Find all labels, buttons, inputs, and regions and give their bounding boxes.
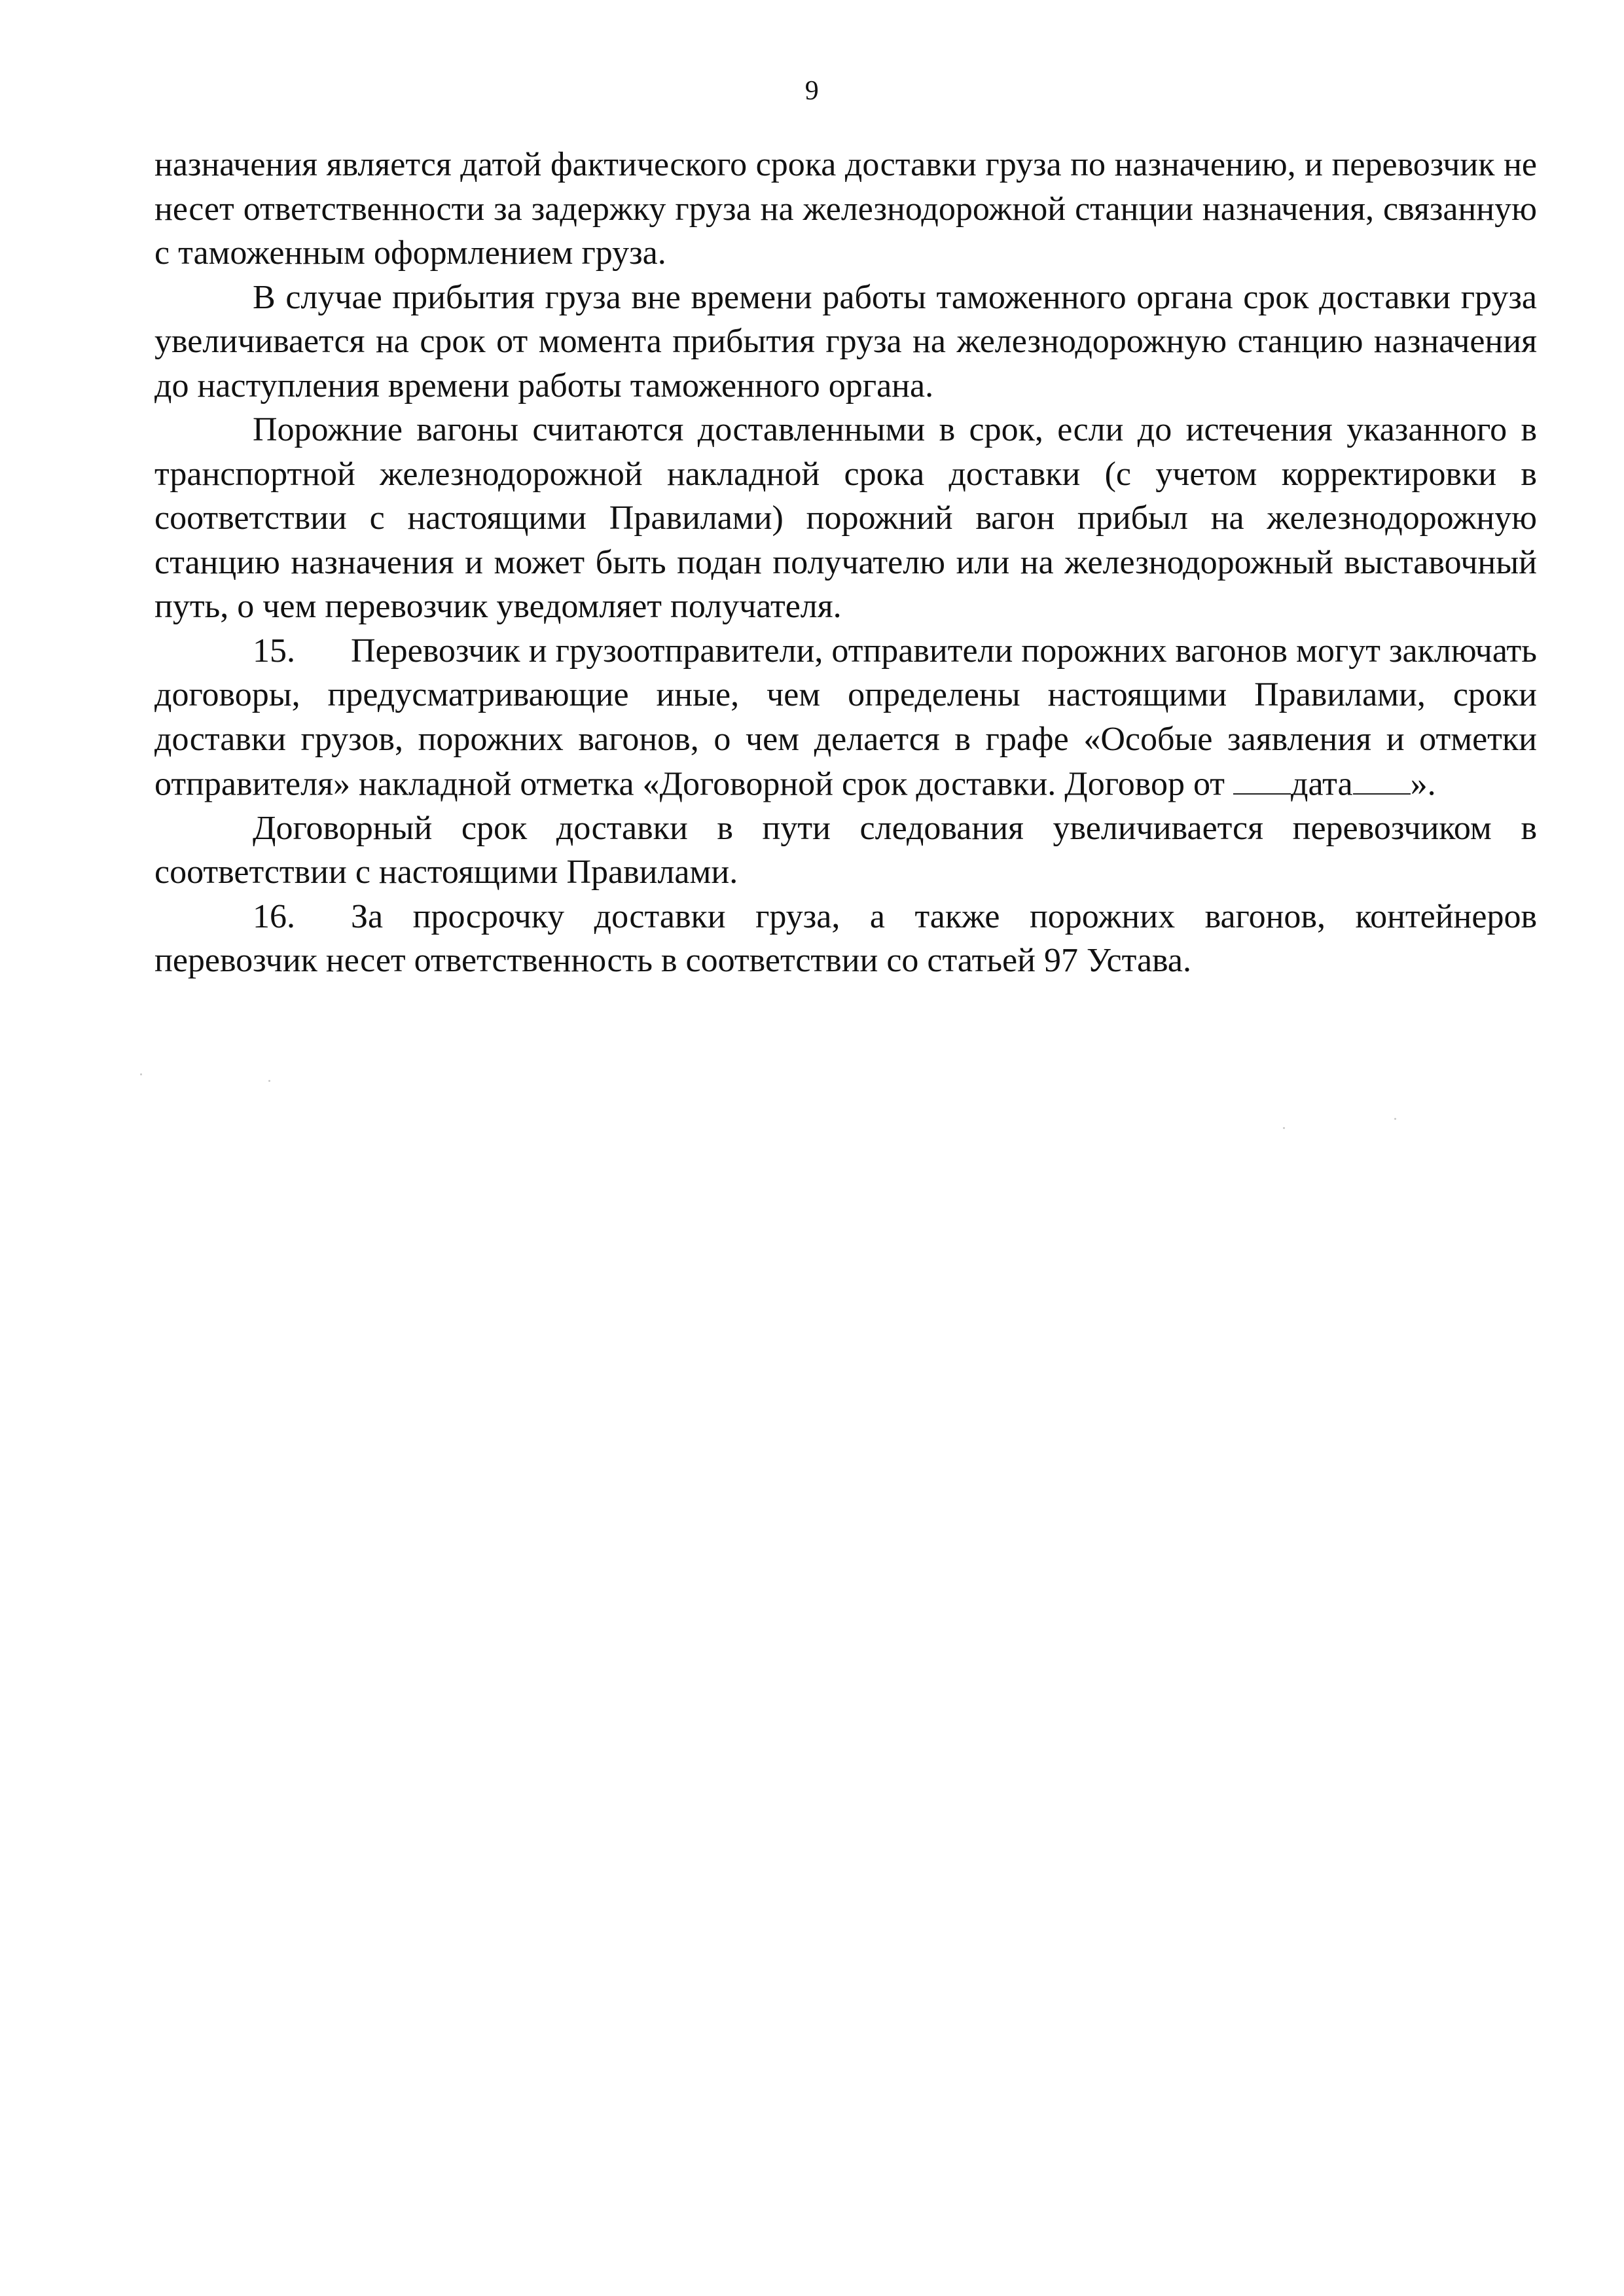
paragraph-16 [154,895,1537,983]
paragraph-customs-delay: В случае прибытия груза вне времени работы таможенного органа срок доставки груза увеличивается на срок от момента прибытия груза на железнодорожную станцию назначения до наступления времени работы таможенного органа. [154,278,1537,404]
date-word: дата [1290,765,1353,803]
paragraph-15-text: Перевозчик и грузоотправители, отправители порожних вагонов могут заключать договоры, предусматривающие иные, чем определены настоящими Правилами, сроки доставки грузов, порожних вагонов, о чем делается в графе «Особые заявления и отметки отправителя» накладной отметка «Договорной срок доставки. Договор от [154,632,1537,803]
paragraph-15-ending: ». [1410,765,1436,803]
paragraph-contract-term: Договорный срок доставки в пути следования увеличивается перевозчиком в соответствии с настоящими Правилами. [154,809,1537,891]
paragraph-continuation: назначения является датой фактического срока доставки груза по назначению, и перевозчик не несет ответственности за задержку груза на железнодорожной станции назначения, связанную с таможенным оформлением груза. [154,146,1537,272]
document-body [154,143,1537,983]
paragraph-number-15: 15. [253,632,295,670]
date-blank-right [1353,761,1411,795]
scan-speck [1283,1127,1285,1129]
paragraph-number-16: 16. [253,897,295,935]
scan-speck [1394,1118,1396,1120]
paragraph-empty-wagons: Порожние вагоны считаются доставленными в срок, если до истечения указанного в транспортной железнодорожной накладной срока доставки (с учетом корректировки в соответствии с настоящими Правилами) порожний вагон прибыл на железнодорожную станцию назначения и может быть подан получателю или на железнодорожный выставочный путь, о чем перевозчик уведомляет получателя. [154,411,1537,625]
page-number: 9 [804,76,820,106]
scan-speck [140,1073,142,1075]
paragraph-15 [154,629,1537,806]
scan-speck [268,1080,270,1082]
paragraph-16-text: За просрочку доставки груза, а также порожних вагонов, контейнеров перевозчик несет ответственность в соответствии со статьей 97 Устава. [154,897,1537,980]
date-blank-left [1233,761,1291,795]
